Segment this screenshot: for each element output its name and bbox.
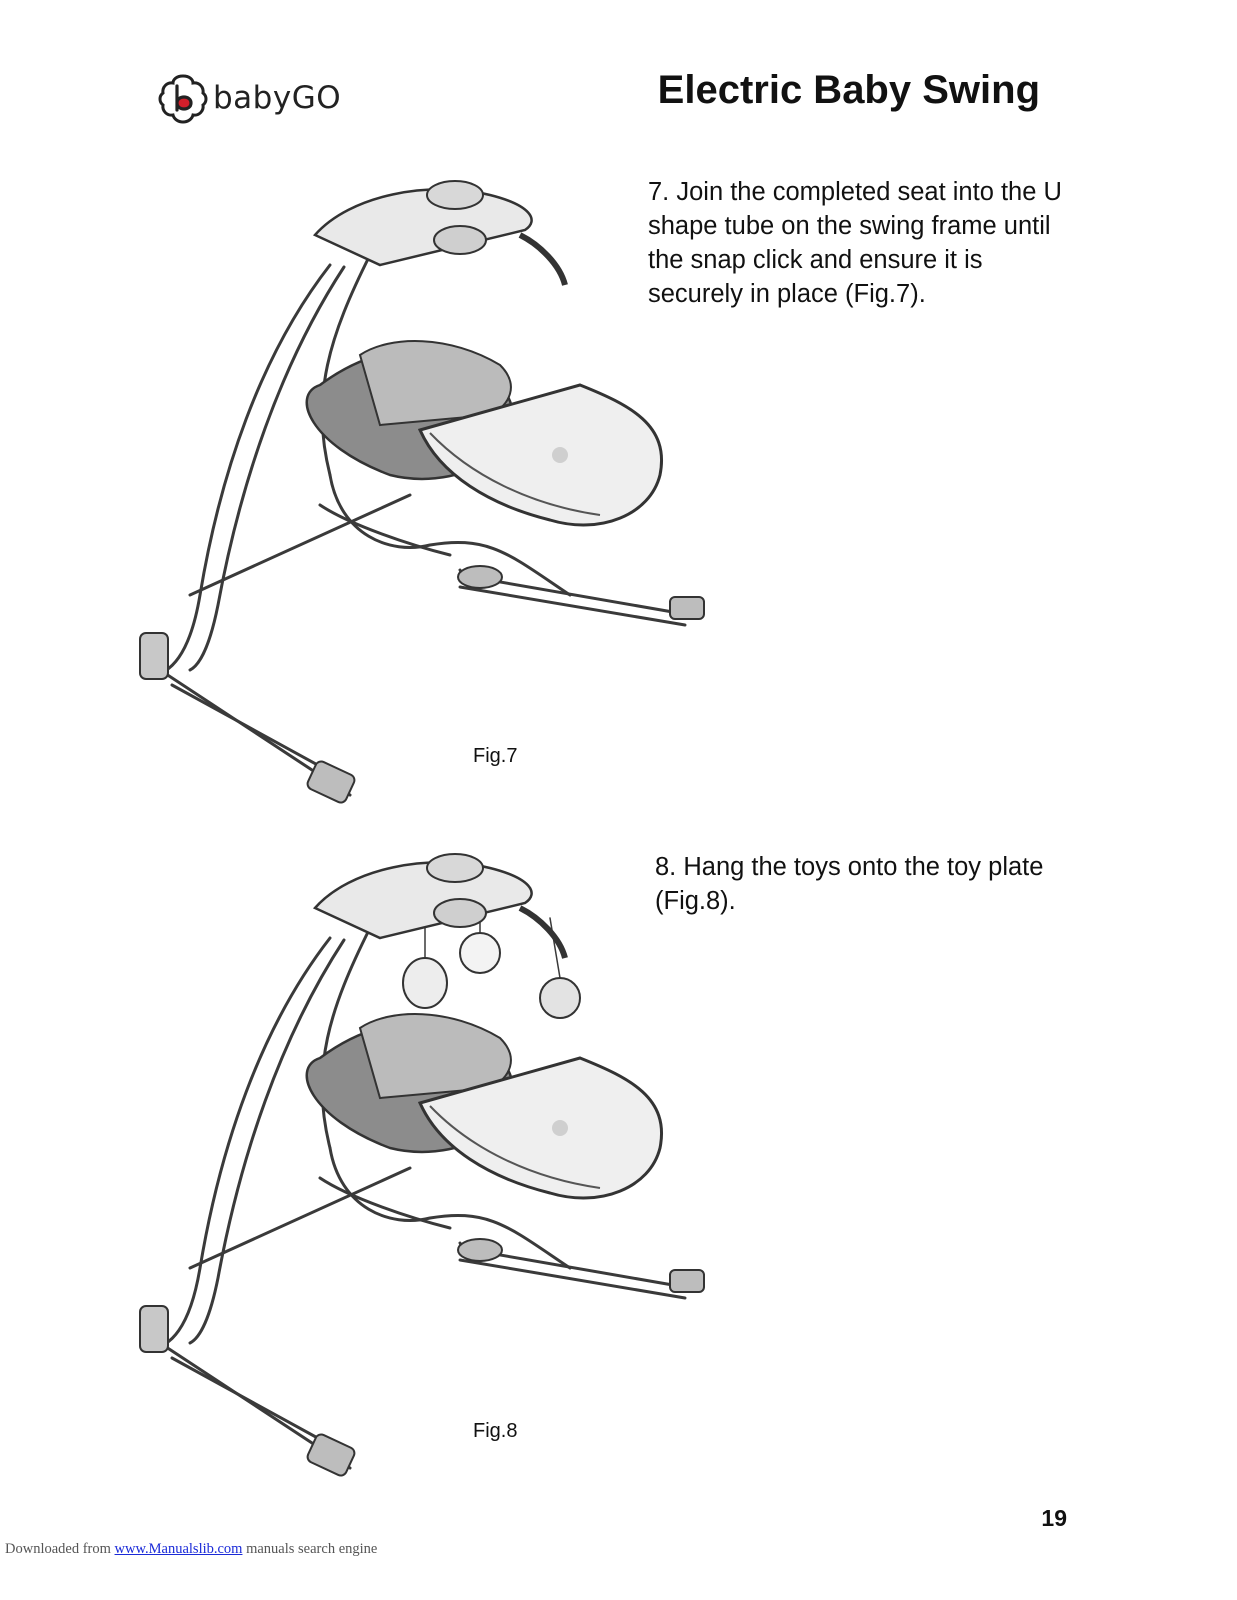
page-title: Electric Baby Swing [657, 68, 1040, 112]
fig-8-caption: Fig.8 [473, 1420, 518, 1442]
footer-suffix: manuals search engine [242, 1541, 378, 1557]
step-8-instruction: 8. Hang the toys onto the toy plate (Fig.8). [655, 853, 1044, 915]
fig-7-caption: Fig.7 [473, 745, 518, 767]
brand-logo [157, 70, 341, 126]
fig-7-illustration [130, 175, 720, 815]
brand-name: babyGO [213, 80, 342, 116]
page-number: 19 [1041, 1505, 1067, 1531]
footer [5, 1541, 377, 1558]
step-7-instruction: 7. Join the completed seat into the U shape tube on the swing frame until the snap click and ensure it is securely in place (Fig.7). [648, 178, 1062, 308]
manualslib-link[interactable]: www.Manualslib.com [114, 1541, 243, 1557]
fig-8-illustration [130, 848, 720, 1488]
babygo-logo-icon [157, 70, 209, 126]
footer-prefix: Downloaded from [5, 1541, 115, 1557]
